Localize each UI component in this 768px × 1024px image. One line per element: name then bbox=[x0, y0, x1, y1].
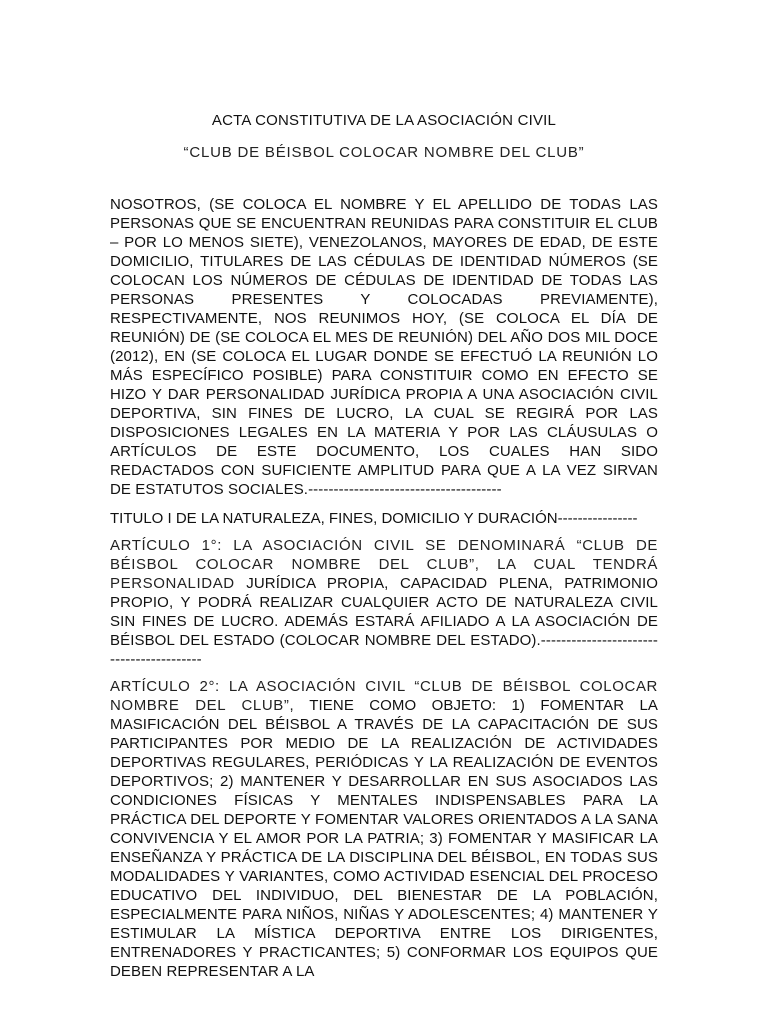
article-2-lead: ARTÍCULO 2°: LA ASOCIACIÓN CIVIL “CLUB DE BÉISBOL COLOCAR NOMBRE DEL CLUB”, bbox=[110, 678, 658, 714]
article-1-lead: ARTÍCULO 1°: LA ASOCIACIÓN CIVIL SE DENOMINARÁ “CLUB DE BÉISBOL COLOCAR NOMBRE DEL CLUB”, LA CUAL TENDRÁ PERSONALIDAD bbox=[110, 537, 658, 592]
document-subtitle: “CLUB DE BÉISBOL COLOCAR NOMBRE DEL CLUB” bbox=[183, 144, 585, 161]
document-page bbox=[110, 112, 658, 981]
article-2-body: TIENE COMO OBJETO: 1) FOMENTAR LA MASIFICACIÓN DEL BÉISBOL A TRAVÉS DE LA CAPACITACIÓN DE SUS PARTICIPANTES POR MEDIO DE LA REALIZACIÓN DE ACTIVIDADES DEPORTIVAS REGULARES, PERIÓDICAS Y LA REALIZACIÓN DE EVENTOS DEPORTIVOS; 2) MANTENER Y DESARROLLAR EN SUS ASOCIADOS LAS CONDICIONES FÍSICAS Y MENTALES INDISPENSABLES PARA LA PRÁCTICA DEL DEPORTE Y FOMENTAR VALORES ORIENTADOS A LA SANA CONVIVENCIA Y EL AMOR POR LA PATRIA; 3) FOMENTAR Y MASIFICAR LA ENSEÑANZA Y PRÁCTICA DE LA DISCIPLINA DEL BÉISBOL, EN TODAS SUS MODALIDADES Y VARIANTES, COMO ACTIVIDAD ESENCIAL DEL PROCESO EDUCATIVO DEL INDIVIDUO, DEL BIENESTAR DE LA POBLACIÓN, ESPECIALMENTE PARA NIÑOS, NIÑAS Y ADOLESCENTES; 4) MANTENER Y ESTIMULAR LA MÍSTICA DEPORTIVA ENTRE LOS DIRIGENTES, ENTRENADORES Y PRACTICANTES; 5) CONFORMAR LOS EQUIPOS QUE DEBEN REPRESENTAR A LA bbox=[110, 697, 659, 980]
article-2-paragraph bbox=[110, 677, 658, 981]
intro-paragraph: NOSOTROS, (SE COLOCA EL NOMBRE Y EL APELLIDO DE TODAS LAS PERSONAS QUE SE ENCUENTRAN REUNIDAS PARA CONSTITUIR EL CLUB – POR LO MENOS SIETE), VENEZOLANOS, MAYORES DE EDAD, DE ESTE DOMICILIO, TITULARES DE LAS CÉDULAS DE IDENTIDAD NÚMEROS (SE COLOCAN LOS NÚMEROS DE CÉDULAS DE IDENTIDAD DE TODAS LAS PERSONAS PRESENTES Y COLOCADAS PREVIAMENTE), RESPECTIVAMENTE, NOS REUNIMOS HOY, (SE COLOCA EL DÍA DE REUNIÓN) DE (SE COLOCA EL MES DE REUNIÓN) DEL AÑO DOS MIL DOCE (2012), EN (SE COLOCA EL LUGAR DONDE SE EFECTUÓ LA REUNIÓN LO MÁS ESPECÍFICO POSIBLE) PARA CONSTITUIR COMO EN EFECTO SE HIZO Y DAR PERSONALIDAD JURÍDICA PROPIA A UNA ASOCIACIÓN CIVIL DEPORTIVA, SIN FINES DE LUCRO, LA CUAL SE REGIRÁ POR LAS DISPOSICIONES LEGALES EN LA MATERIA Y POR LAS CLÁUSULAS O ARTÍCULOS DE ESTE DOCUMENTO, LOS CUALES HAN SIDO REDACTADOS CON SUFICIENTE AMPLITUD PARA QUE A LA VEZ SIRVAN DE ESTATUTOS SOCIALES.-------------------------------------- bbox=[110, 196, 658, 498]
article-1-body: JURÍDICA PROPIA, CAPACIDAD PLENA, PATRIMONIO PROPIO, Y PODRÁ REALIZAR CUALQUIER ACTO DE NATURALEZA CIVIL SIN FINES DE LUCRO. ADEMÁS ESTARÁ AFILIADO A LA ASOCIACIÓN DE BÉISBOL DEL ESTADO (COLOCAR NOMBRE DEL ESTADO).----------------------------------------- bbox=[110, 575, 658, 668]
article-1-paragraph bbox=[110, 536, 658, 669]
section-heading-titulo-1: TITULO I DE LA NATURALEZA, FINES, DOMICILIO Y DURACIÓN---------------- bbox=[110, 510, 638, 527]
document-title: ACTA CONSTITUTIVA DE LA ASOCIACIÓN CIVIL bbox=[211, 112, 557, 129]
